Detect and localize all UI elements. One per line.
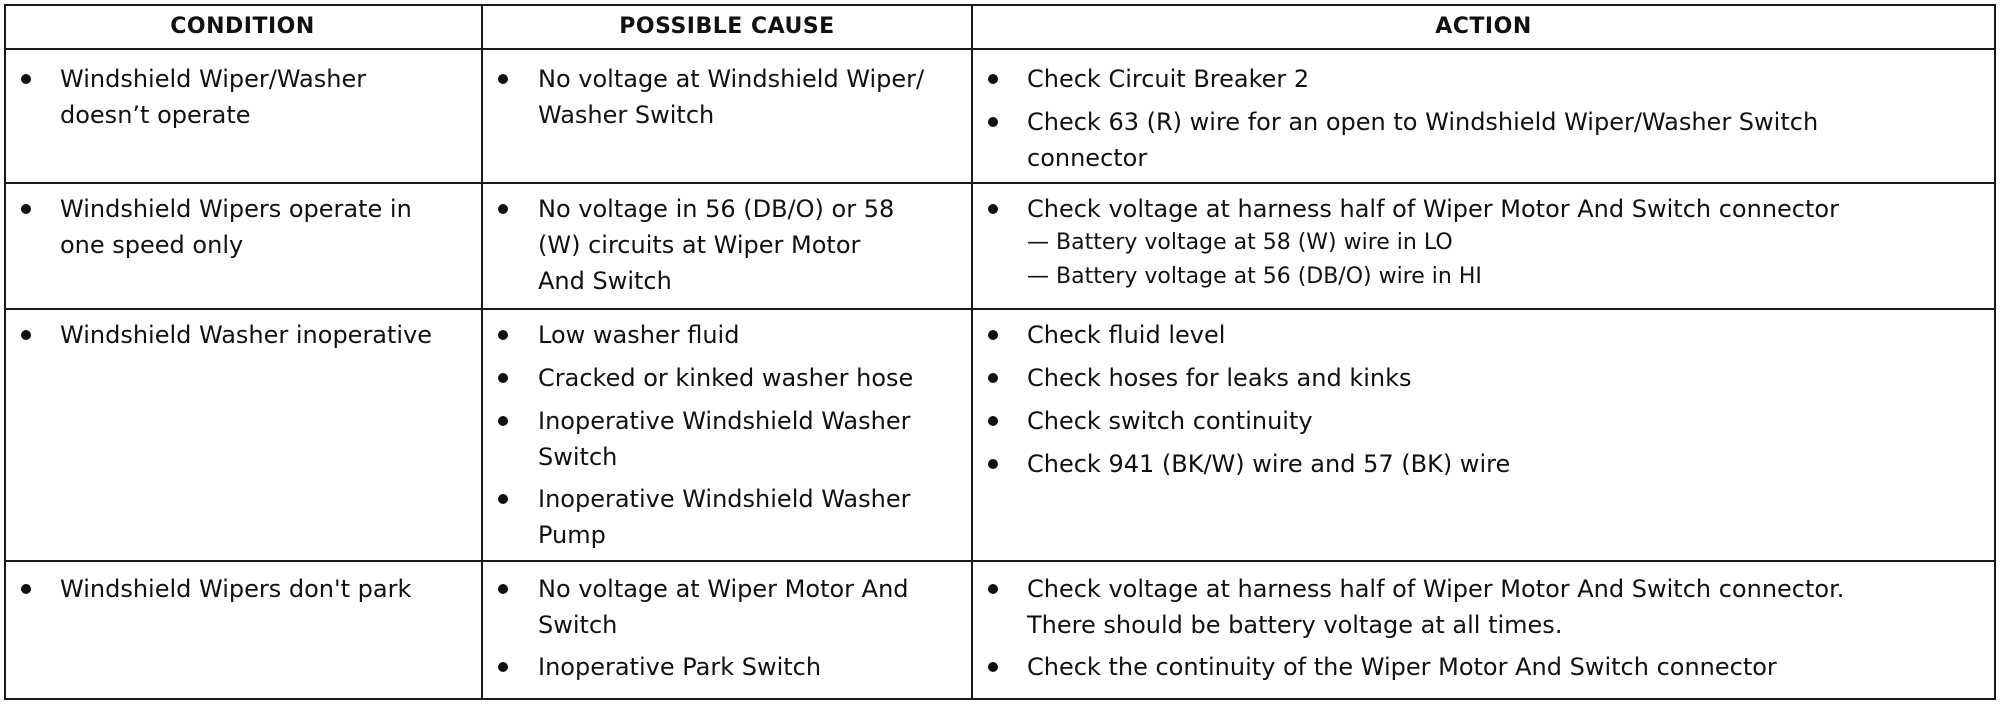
condition-text: Windshield Wiper/Washer doesn’t operate xyxy=(60,65,367,129)
bullet xyxy=(498,584,508,594)
row-divider xyxy=(4,182,1996,184)
cause-text: Cracked or kinked washer hose xyxy=(538,364,914,392)
bullet xyxy=(498,494,508,504)
bullet xyxy=(988,459,998,469)
header-possible-cause: POSSIBLE CAUSE xyxy=(619,14,835,39)
cause-text: No voltage at Windshield Wiper/ Washer Switch xyxy=(538,65,925,129)
bullet xyxy=(21,204,31,214)
column-divider xyxy=(481,4,483,700)
header-condition: CONDITION xyxy=(170,14,315,39)
bullet xyxy=(988,204,998,214)
action-text: Check Circuit Breaker 2 xyxy=(1027,65,1310,93)
bullet xyxy=(21,330,31,340)
bullet xyxy=(988,74,998,84)
bullet xyxy=(988,662,998,672)
header-action: ACTION xyxy=(1435,14,1532,39)
header-divider xyxy=(4,48,1996,50)
cause-text: Low washer fluid xyxy=(538,321,740,349)
condition-text: Windshield Washer inoperative xyxy=(60,321,433,349)
bullet xyxy=(498,416,508,426)
action-text: Check the continuity of the Wiper Motor And Switch connector xyxy=(1027,653,1777,681)
column-divider xyxy=(971,4,973,700)
condition-text: Windshield Wipers don't park xyxy=(60,575,412,603)
action-text: Check hoses for leaks and kinks xyxy=(1027,364,1412,392)
condition-text: Windshield Wipers operate in one speed only xyxy=(60,195,412,259)
bullet xyxy=(988,373,998,383)
bullet xyxy=(988,584,998,594)
cause-text: Inoperative Windshield Washer Pump xyxy=(538,485,911,549)
cause-text: Inoperative Windshield Washer Switch xyxy=(538,407,911,471)
action-text: Check 63 (R) wire for an open to Windshield Wiper/Washer Switch connector xyxy=(1027,108,1819,172)
table-border-right xyxy=(1994,4,1996,700)
action-text: Check switch continuity xyxy=(1027,407,1313,435)
bullet xyxy=(988,416,998,426)
action-text: Check 941 (BK/W) wire and 57 (BK) wire xyxy=(1027,450,1511,478)
bullet xyxy=(21,584,31,594)
row-divider xyxy=(4,308,1996,310)
bullet xyxy=(498,330,508,340)
action-text: Check voltage at harness half of Wiper Motor And Switch connector. There should be battery voltage at all times. xyxy=(1027,575,1845,639)
table-border-left xyxy=(4,4,6,700)
bullet xyxy=(498,373,508,383)
table-border-top xyxy=(4,4,1996,6)
cause-text: Inoperative Park Switch xyxy=(538,653,822,681)
bullet xyxy=(498,74,508,84)
bullet xyxy=(498,204,508,214)
action-text: Check fluid level xyxy=(1027,321,1226,349)
bullet xyxy=(988,117,998,127)
table-border-bottom xyxy=(4,698,1996,700)
cause-text: No voltage at Wiper Motor And Switch xyxy=(538,575,909,639)
bullet xyxy=(988,330,998,340)
bullet xyxy=(21,74,31,84)
row-divider xyxy=(4,560,1996,562)
bullet xyxy=(498,662,508,672)
action-text: Check voltage at harness half of Wiper Motor And Switch connector xyxy=(1027,195,1839,223)
action-sub-text: — Battery voltage at 58 (W) wire in LO — Battery voltage at 56 (DB/O) wire in HI xyxy=(1027,230,1482,289)
cause-text: No voltage in 56 (DB/O) or 58 (W) circuits at Wiper Motor And Switch xyxy=(538,195,895,295)
